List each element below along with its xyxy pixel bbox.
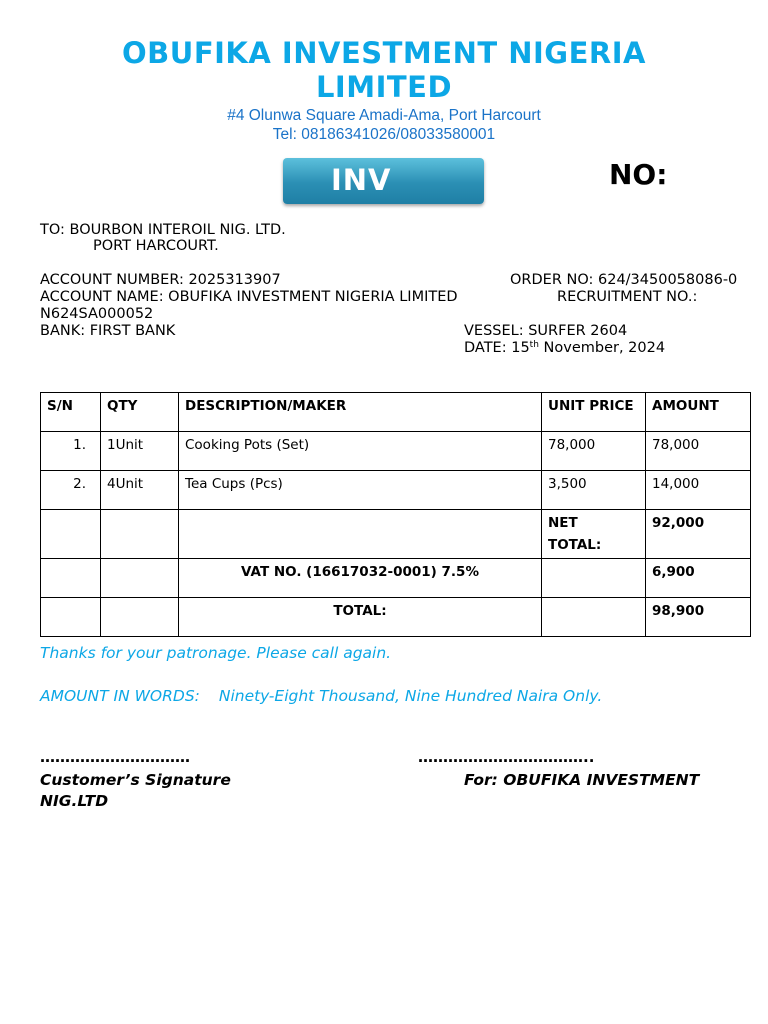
empty-cell xyxy=(542,598,646,637)
row-description: Cooking Pots (Set) xyxy=(179,432,542,471)
empty-cell xyxy=(41,559,101,598)
header-amount: AMOUNT xyxy=(646,393,751,432)
company-name-line2: LIMITED xyxy=(315,70,453,104)
company-signature-line: …………………………….. xyxy=(418,748,595,766)
row-sn: 2. xyxy=(41,471,101,510)
amount-words-label: AMOUNT IN WORDS: xyxy=(40,687,200,705)
row-unit-price: 78,000 xyxy=(542,432,646,471)
empty-cell xyxy=(179,510,542,559)
row-qty: 1Unit xyxy=(101,432,179,471)
header-description: DESCRIPTION/MAKER xyxy=(179,393,542,432)
date-month-year: November, 2024 xyxy=(538,340,666,356)
row-unit-price: 3,500 xyxy=(542,471,646,510)
row-amount: 14,000 xyxy=(646,471,751,510)
customer-signature-label: Customer’s Signature xyxy=(40,771,231,789)
company-name-line1: OBUFIKA INVESTMENT NIGERIA xyxy=(122,36,646,70)
header-unit-price: UNIT PRICE xyxy=(542,393,646,432)
customer-signature-line: ………………………… xyxy=(40,748,190,766)
recruitment-number-value: N624SA000052 xyxy=(40,306,154,322)
recruitment-number-label: RECRUITMENT NO.: xyxy=(557,289,698,305)
empty-cell xyxy=(101,598,179,637)
empty-cell xyxy=(101,559,179,598)
order-number: ORDER NO: 624/3450058086-0 xyxy=(510,272,738,288)
invoice-label: INV xyxy=(331,163,392,197)
net-total-value: 92,000 xyxy=(646,510,751,559)
vat-row xyxy=(41,559,751,598)
net-total-row xyxy=(41,510,751,559)
empty-cell xyxy=(542,559,646,598)
grand-total-label: TOTAL: xyxy=(179,598,542,637)
company-name xyxy=(0,36,768,104)
row-qty: 4Unit xyxy=(101,471,179,510)
table-row xyxy=(41,432,751,471)
row-amount: 78,000 xyxy=(646,432,751,471)
table-header-row xyxy=(41,393,751,432)
invoice-date xyxy=(464,340,665,357)
bank-name: BANK: FIRST BANK xyxy=(40,323,176,339)
recipient-line2: PORT HARCOURT. xyxy=(93,238,219,254)
vat-label: VAT NO. (16617032-0001) 7.5% xyxy=(179,559,542,598)
amount-words-value: Ninety-Eight Thousand, Nine Hundred Naira Only. xyxy=(218,687,603,705)
vessel-name: VESSEL: SURFER 2604 xyxy=(464,323,628,339)
grand-total-value: 98,900 xyxy=(646,598,751,637)
header-qty: QTY xyxy=(101,393,179,432)
vat-value: 6,900 xyxy=(646,559,751,598)
items-table xyxy=(40,392,751,637)
company-contact xyxy=(0,106,768,144)
thanks-message: Thanks for your patronage. Please call again. xyxy=(40,644,392,662)
net-label: NET xyxy=(548,515,578,531)
date-suffix: th xyxy=(529,340,539,350)
total-label: TOTAL: xyxy=(548,537,602,553)
empty-cell xyxy=(41,598,101,637)
recipient-line1: TO: BOURBON INTEROIL NIG. LTD. xyxy=(40,222,286,238)
table-row xyxy=(41,471,751,510)
empty-cell xyxy=(101,510,179,559)
row-description: Tea Cups (Pcs) xyxy=(179,471,542,510)
company-signature-label: For: OBUFIKA INVESTMENT xyxy=(464,771,700,789)
account-name: ACCOUNT NAME: OBUFIKA INVESTMENT NIGERIA LIMITED xyxy=(40,289,458,305)
total-row xyxy=(41,598,751,637)
invoice-number-label: NO: xyxy=(609,158,668,191)
company-signature-suffix: NIG.LTD xyxy=(40,792,109,810)
row-sn: 1. xyxy=(41,432,101,471)
company-address: #4 Olunwa Square Amadi-Ama, Port Harcourt xyxy=(227,107,541,124)
amount-in-words xyxy=(40,687,602,705)
account-number: ACCOUNT NUMBER: 2025313907 xyxy=(40,272,281,288)
invoice-banner xyxy=(283,158,484,204)
company-tel: Tel: 08186341026/08033580001 xyxy=(272,126,496,143)
empty-cell xyxy=(41,510,101,559)
date-day: DATE: 15 xyxy=(464,340,530,356)
net-total-label xyxy=(542,510,646,559)
header-sn: S/N xyxy=(41,393,101,432)
